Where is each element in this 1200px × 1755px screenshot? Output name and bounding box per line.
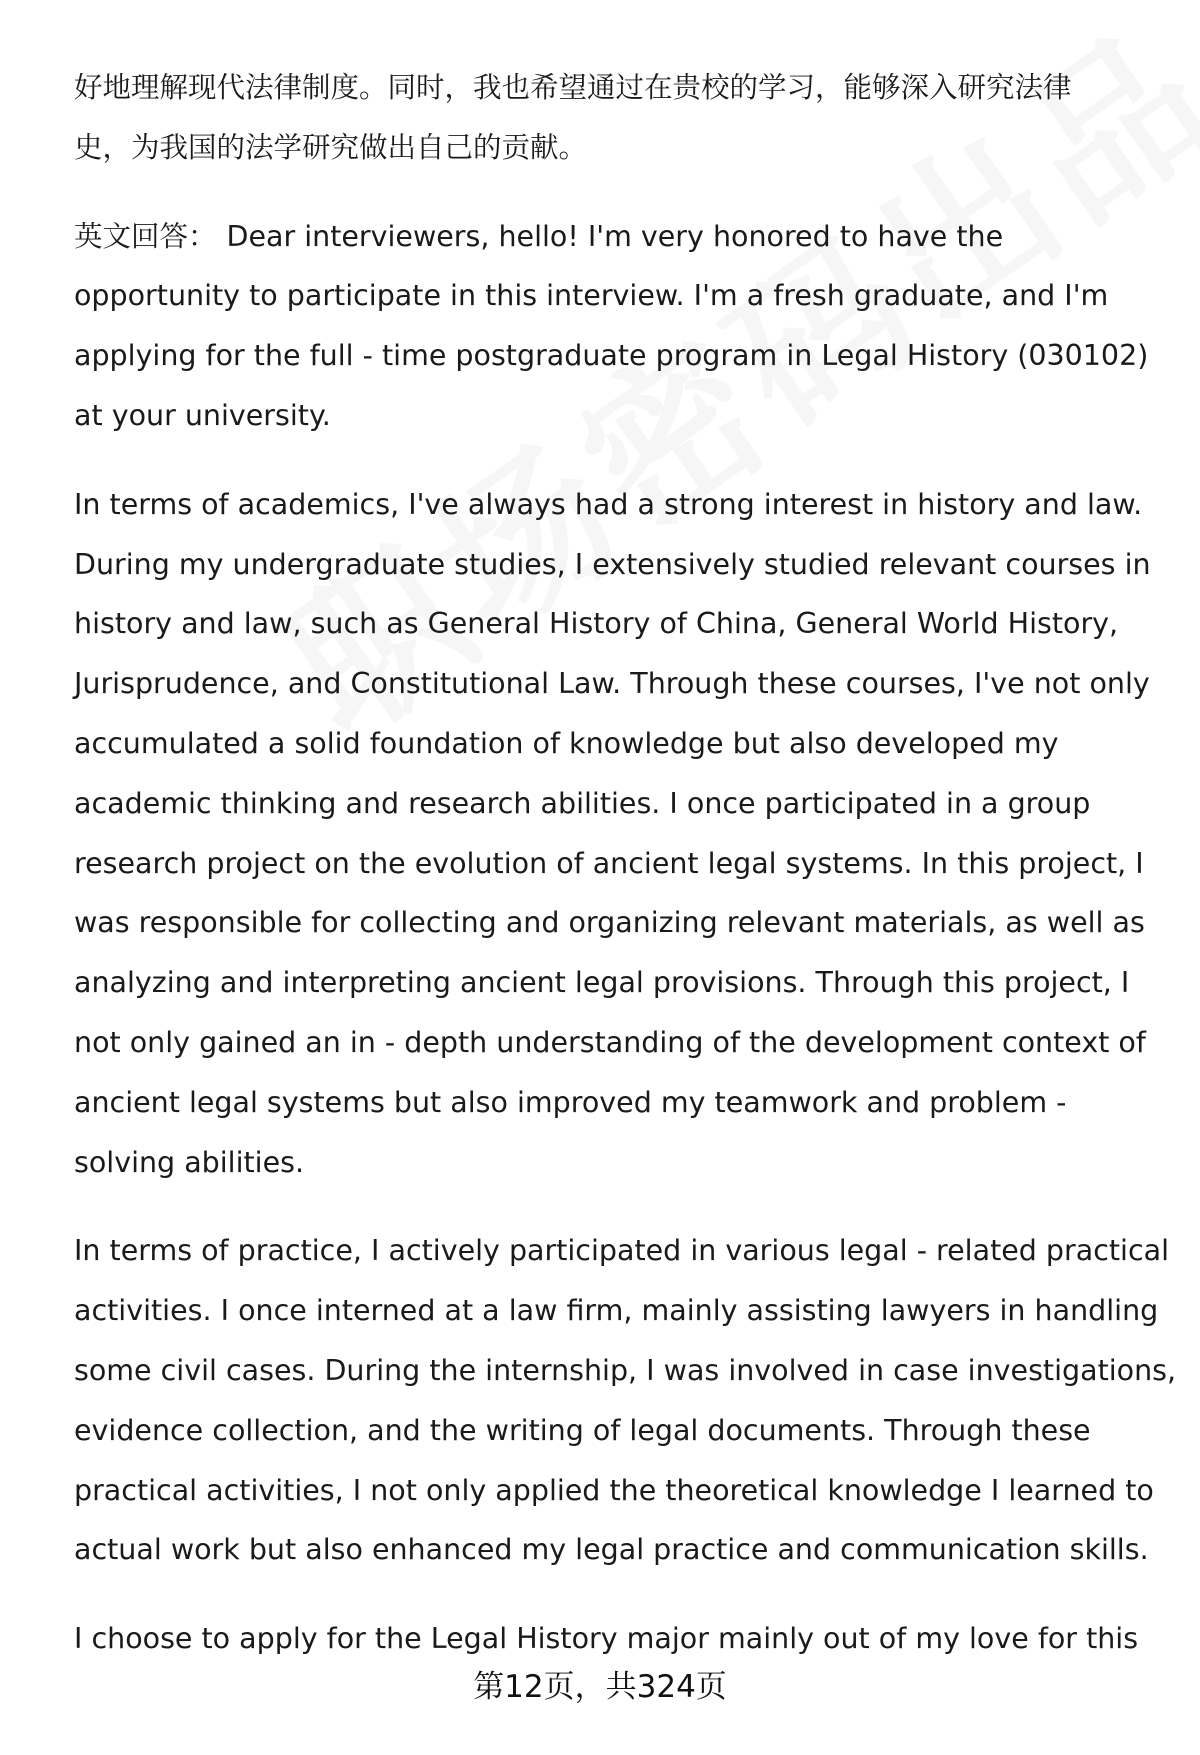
paragraph-chinese-answer-end bbox=[74, 58, 1164, 178]
text-line: was responsible for collecting and organizing relevant materials, as well as bbox=[74, 906, 1145, 940]
page-number-footer: 第12页，共324页 bbox=[473, 1669, 727, 1705]
text-line: evidence collection, and the writing of legal documents. Through these bbox=[74, 1413, 1091, 1447]
text-line: I choose to apply for the Legal History major mainly out of my love for this bbox=[74, 1622, 1139, 1656]
text-line: 好地理解现代法律制度。同时，我也希望通过在贵校的学习，能够深入研究法律 bbox=[74, 71, 1072, 104]
answer-label: 英文回答： bbox=[74, 219, 217, 253]
text-line: not only gained an in - depth understanding of the development context of bbox=[74, 1025, 1146, 1059]
text-segment: Dear interviewers, hello! I'm very honored to have the bbox=[226, 219, 1004, 253]
text-line: solving abilities. bbox=[74, 1145, 305, 1179]
text-line: history and law, such as General History of China, General World History, bbox=[74, 607, 1119, 641]
text-line: activities. I once interned at a law firm, mainly assisting lawyers in handling bbox=[74, 1294, 1159, 1328]
text-line: academic thinking and research abilities. I once participated in a group bbox=[74, 786, 1091, 820]
paragraph-english-answer-intro bbox=[74, 207, 1164, 446]
text-line: Jurisprudence, and Constitutional Law. Through these courses, I've not only bbox=[74, 667, 1150, 701]
text-line: In terms of practice, I actively participated in various legal - related practical bbox=[74, 1234, 1170, 1268]
text-line bbox=[74, 207, 1164, 267]
text-line: research project on the evolution of ancient legal systems. In this project, I bbox=[74, 846, 1144, 880]
document-body bbox=[74, 58, 1177, 1698]
text-line: accumulated a solid foundation of knowledge but also developed my bbox=[74, 726, 1059, 760]
text-line: applying for the full - time postgraduate program in Legal History (030102) bbox=[74, 339, 1149, 373]
text-line: opportunity to participate in this interview. I'm a fresh graduate, and I'm bbox=[74, 279, 1109, 313]
paragraph-academics bbox=[74, 475, 1164, 1193]
text-line: analyzing and interpreting ancient legal provisions. Through this project, I bbox=[74, 966, 1130, 1000]
text-line: ancient legal systems but also improved my teamwork and problem - bbox=[74, 1085, 1067, 1119]
text-line: some civil cases. During the internship, I was involved in case investigations, bbox=[74, 1353, 1177, 1387]
text-line: actual work but also enhanced my legal practice and communication skills. bbox=[74, 1533, 1149, 1567]
text-line: During my undergraduate studies, I extensively studied relevant courses in bbox=[74, 547, 1151, 581]
paragraph-practice bbox=[74, 1221, 1177, 1580]
text-line: In terms of academics, I've always had a strong interest in history and law. bbox=[74, 487, 1143, 521]
paragraph-major-choice bbox=[74, 1609, 1164, 1669]
text-line: 史，为我国的法学研究做出自己的贡献。 bbox=[74, 130, 588, 164]
text-line: practical activities, I not only applied the theoretical knowledge I learned to bbox=[74, 1473, 1154, 1507]
text-line: at your university. bbox=[74, 398, 331, 432]
